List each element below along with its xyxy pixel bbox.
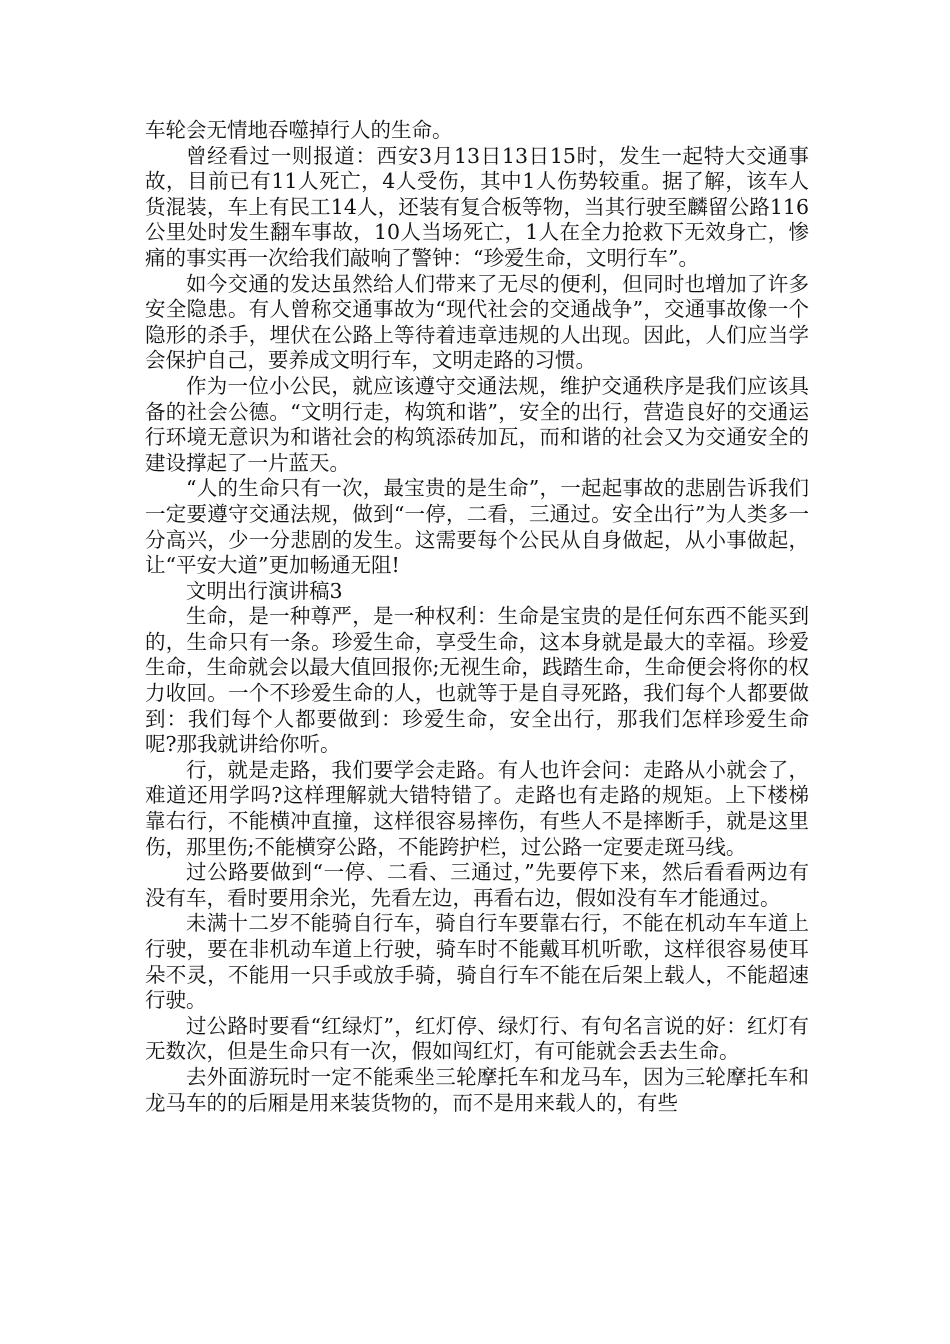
section-heading: 文明出行演讲稿3 <box>186 578 343 603</box>
paragraph-5: “人的生命只有一次，最宝贵的是生命”，一起起事故的悲剧告诉我们一定要遵守交通法规，做到“一停，二看，三通过。安全出行”为人类多一分高兴，少一分悲剧的发生。这需要每个公民从自身做起，从小事做起，让“平安大道”更加畅通无阻! <box>145 476 809 578</box>
paragraph-3: 如今交通的发达虽然给人们带来了无尽的便利，但同时也增加了许多安全隐患。有人曾称交通事故为“现代社会的交通战争”，交通事故像一个隐形的杀手，埋伏在公路上等待着违章违规的人出现。因此，人们应当学会保护自己，要养成文明行车，文明走路的习惯。 <box>145 271 809 373</box>
paragraph-7: 生命，是一种尊严，是一种权利：生命是宝贵的是任何东西不能买到的，生命只有一条。珍爱生命，享受生命，这本身就是最大的幸福。珍爱生命，生命就会以最大值回报你;无视生命，践踏生命，生命便会将你的权力收回。一个不珍爱生命的人，也就等于是自寻死路，我们每个人都要做到：我们每个人都要做到：珍爱生命，安全出行，那我们怎样珍爱生命呢?那我就讲给你听。 <box>145 604 809 757</box>
paragraph-8: 行，就是走路，我们要学会走路。有人也许会问：走路从小就会了，难道还用学吗?这样理解就大错特错了。走路也有走路的规矩。上下楼梯靠右行，不能横冲直撞，这样很容易摔伤，有些人不是摔断手，就是这里伤，那里伤;不能横穿公路，不能跨护栏，过公路一定要走斑马线。 <box>145 757 809 859</box>
paragraph-11: 过公路时要看“红绿灯”，红灯停、绿灯行、有句名言说的好：红灯有无数次，但是生命只有一次，假如闯红灯，有可能就会丢去生命。 <box>145 1013 809 1064</box>
paragraph-12: 去外面游玩时一定不能乘坐三轮摩托车和龙马车，因为三轮摩托车和龙马车的的后厢是用来装货物的，而不是用来载人的，有些 <box>145 1064 809 1115</box>
document-body <box>145 118 809 1116</box>
paragraph-2: 曾经看过一则报道：西安3月13日13日15时，发生一起特大交通事故，目前已有11人死亡，4人受伤，其中1人伤势较重。据了解，该车人货混装，车上有民工14人，还装有复合板等物，当其行驶至麟留公路116公里处时发生翻车事故，10人当场死亡，1人在全力抢救下无效身亡，惨痛的事实再一次给我们敲响了警钟：“珍爱生命，文明行车”。 <box>145 143 809 270</box>
paragraph-1: 车轮会无情地吞噬掉行人的生命。 <box>145 118 453 142</box>
paragraph-4: 作为一位小公民，就应该遵守交通法规，维护交通秩序是我们应该具备的社会公德。“文明行走，构筑和谐”，安全的出行，营造良好的交通运行环境无意识为和谐社会的构筑添砖加瓦，而和谐的社会又为交通安全的建设撑起了一片蓝天。 <box>145 373 809 475</box>
paragraph-9: 过公路要做到“一停、二看、三通过，”先要停下来，然后看看两边有没有车，看时要用余光，先看左边，再看右边，假如没有车才能通过。 <box>145 860 809 910</box>
paragraph-10: 未满十二岁不能骑自行车，骑自行车要靠右行，不能在机动车车道上行驶，要在非机动车道上行驶，骑车时不能戴耳机听歌，这样很容易使耳朵不灵，不能用一只手或放手骑，骑自行车不能在后架上载人，不能超速行驶。 <box>145 911 809 1013</box>
